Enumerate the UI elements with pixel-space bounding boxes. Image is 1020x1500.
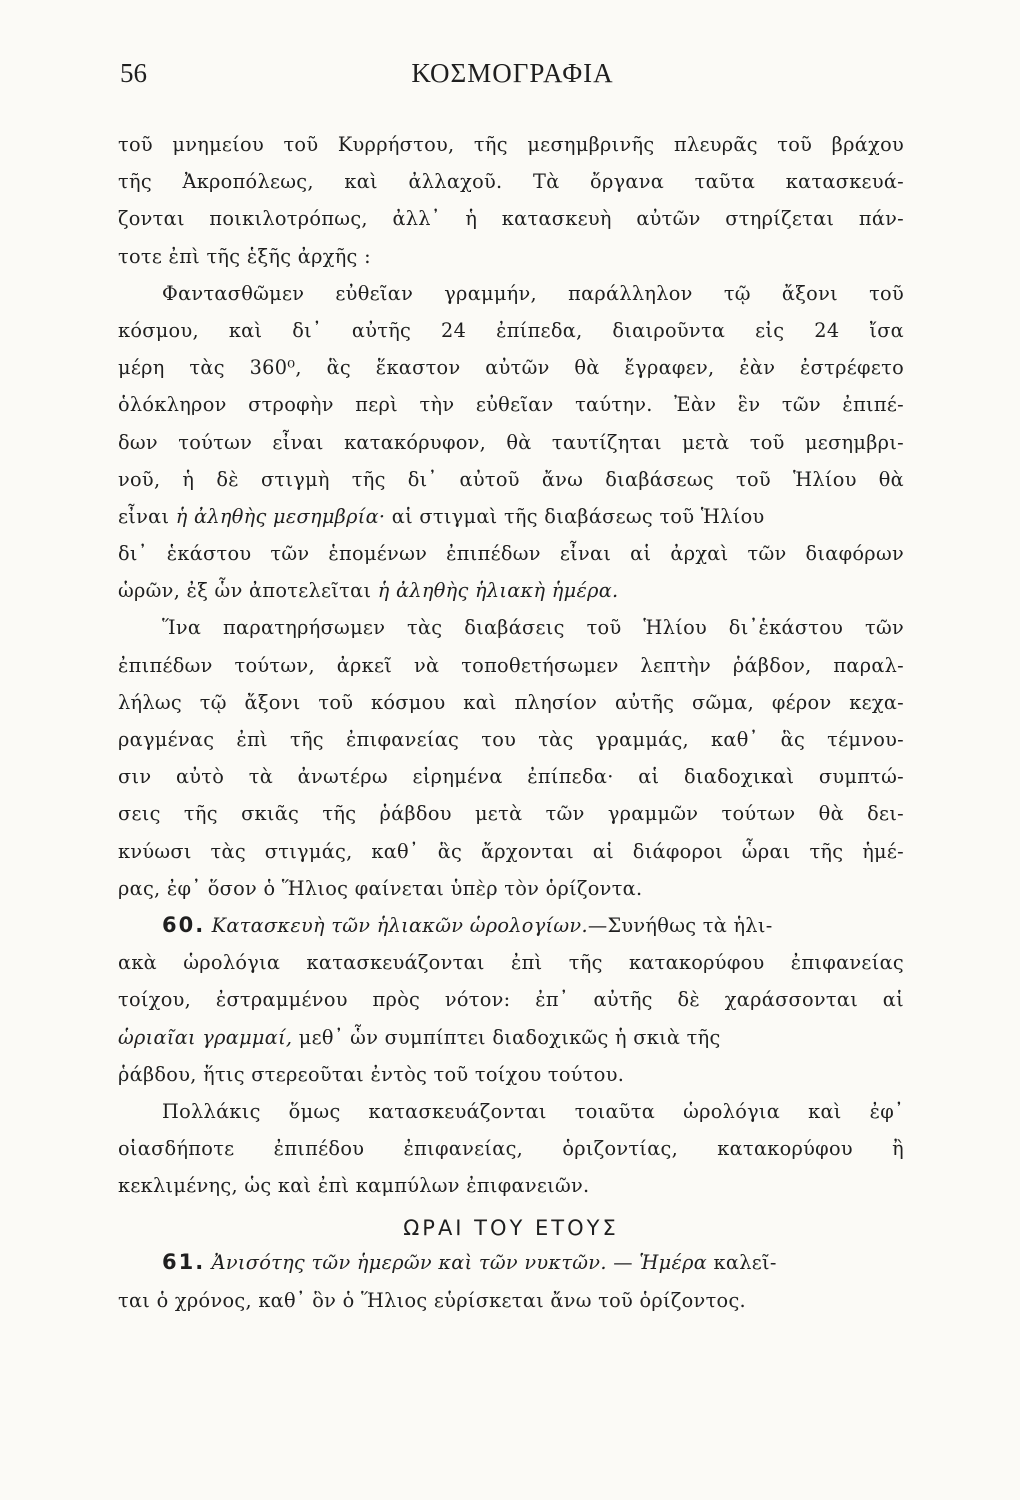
- italic-term: Ἡμέρα: [639, 1251, 708, 1275]
- running-title: ΚΟΣΜΟΓΡΑΦΙΑ: [411, 58, 614, 88]
- text-line: μέρη τὰς 360⁰, ἃς ἕκαστον αὐτῶν θὰ ἔγραφεν, ἐὰν ἐστρέφετο: [118, 356, 904, 380]
- text-run: μεθ᾽ ὧν συμπίπτει διαδοχικῶς ἡ σκιὰ τῆς: [292, 1025, 721, 1049]
- paragraph-principle: [118, 275, 904, 610]
- text-line: ραγμένας ἐπὶ τῆς ἐπιφανείας του τὰς γραμμάς, καθ᾽ ἃς τέμνου-: [118, 728, 904, 751]
- section-61: [118, 1244, 904, 1318]
- text-run: —: [606, 1251, 640, 1275]
- italic-term: ἡ ἀληθὴς μεσημβρία·: [175, 504, 386, 528]
- text-run: —Συνήθως τὰ ἡλι-: [587, 913, 773, 937]
- italic-term: ἡ ἀληθὴς ἡλιακὴ ἡμέρα.: [377, 579, 619, 603]
- text-run: αἱ στιγμαὶ τῆς διαβάσεως τοῦ Ἡλίου: [385, 504, 765, 528]
- text-run: εἶναι: [118, 504, 176, 528]
- text-line: κόσμου, καὶ δι᾽ αὐτῆς 24 ἐπίπεδα, διαιροῦντα εἰς 24 ἴσα: [118, 318, 904, 342]
- text-line: [118, 1244, 904, 1281]
- paragraph-observation: [118, 609, 904, 907]
- text-line: τοτε ἐπὶ τῆς ἑξῆς ἀρχῆς :: [118, 244, 371, 268]
- text-line: [118, 1019, 904, 1056]
- text-line: ῥάβδου, ἥτις στερεοῦται ἐντὸς τοῦ τοίχου τούτου.: [118, 1062, 625, 1086]
- section-number: 61.: [162, 1250, 206, 1275]
- section-heading: ΩΡΑΙ ΤΟΥ ΕΤΟΥΣ: [403, 1216, 619, 1241]
- text-line: κνύωσι τὰς στιγμάς, καθ᾽ ἃς ἄρχονται αἱ διάφοροι ὧραι τῆς ἡμέ-: [118, 839, 904, 863]
- text-line: [118, 498, 904, 535]
- text-line: δων τούτων εἶναι κατακόρυφον, θὰ ταυτίζηται μετὰ τοῦ μεσημβρι-: [118, 430, 904, 454]
- text-line: κεκλιμένης, ὡς καὶ ἐπὶ καμπύλων ἐπιφανειῶν.: [118, 1174, 590, 1198]
- text-line: Φαντασθῶμεν εὐθεῖαν γραμμήν, παράλληλον τῷ ἄξονι τοῦ: [162, 281, 904, 305]
- section-title: Ἀνισότης τῶν ἡμερῶν καὶ τῶν νυκτῶν.: [211, 1251, 607, 1275]
- text-line: [118, 572, 904, 609]
- body-text: [118, 126, 904, 1319]
- text-line: λήλως τῷ ἄξονι τοῦ κόσμου καὶ πλησίον αὐτῆς σῶμα, φέρον κεχα-: [118, 690, 904, 714]
- section-title: Κατασκευὴ τῶν ἡλιακῶν ὡρολογίων.: [211, 913, 588, 937]
- text-line: δι᾽ ἑκάστου τῶν ἑπομένων ἐπιπέδων εἶναι αἱ ἀρχαὶ τῶν διαφόρων: [118, 542, 904, 566]
- text-line: τοίχου, ἐστραμμένου πρὸς νότον: ἐπ᾽ αὐτῆς δὲ χαράσσονται αἱ: [118, 988, 904, 1012]
- text-line: ται ὁ χρόνος, καθ᾽ ὃν ὁ Ἥλιος εὑρίσκεται ἄνω τοῦ ὁρίζοντος.: [118, 1288, 746, 1312]
- paragraph-continued: [118, 126, 904, 275]
- text-line: τῆς Ἀκροπόλεως, καὶ ἀλλαχοῦ. Τὰ ὄργανα ταῦτα κατασκευά-: [118, 170, 904, 194]
- text-line: ρας, ἐφ᾽ ὅσον ὁ Ἥλιος φαίνεται ὑπὲρ τὸν ὁρίζοντα.: [118, 876, 643, 900]
- text-line: σιν αὐτὸ τὰ ἀνωτέρω εἰρημένα ἐπίπεδα· αἱ διαδοχικαὶ συμπτώ-: [118, 765, 904, 789]
- text-line: ἐπιπέδων τούτων, ἀρκεῖ νὰ τοποθετήσωμεν λεπτὴν ῥάβδον, παραλ-: [118, 653, 904, 677]
- text-run: καλεῖ-: [707, 1251, 777, 1275]
- text-line: ὁλόκληρον στροφὴν περὶ τὴν εὐθεῖαν ταύτην. Ἐὰν ἓν τῶν ἐπιπέ-: [118, 393, 904, 417]
- page-number: 56: [120, 58, 147, 88]
- italic-term: ὡριαῖαι γραμμαί,: [118, 1025, 293, 1049]
- running-header: [120, 58, 905, 98]
- text-line: ακὰ ὡρολόγια κατασκευάζονται ἐπὶ τῆς κατακορύφου ἐπιφανείας: [118, 951, 904, 975]
- text-line: νοῦ, ἡ δὲ στιγμὴ τῆς δι᾽ αὐτοῦ ἄνω διαβάσεως τοῦ Ἡλίου θὰ: [118, 467, 904, 491]
- text-line: οἱασδήποτε ἐπιπέδου ἐπιφανείας, ὁριζοντίας, κατακορύφου ἢ: [118, 1137, 904, 1161]
- section-number: 60.: [162, 912, 206, 937]
- text-line: τοῦ μνημείου τοῦ Κυρρήστου, τῆς μεσημβρινῆς πλευρᾶς τοῦ βράχου: [118, 133, 904, 156]
- section-60: [118, 907, 904, 1205]
- text-line: ζονται ποικιλοτρόπως, ἀλλ᾽ ἡ κατασκευὴ αὐτῶν στηρίζεται πάν-: [118, 207, 904, 231]
- text-line: Πολλάκις ὅμως κατασκευάζονται τοιαῦτα ὡρολόγια καὶ ἐφ᾽: [162, 1099, 904, 1123]
- text-line: Ἵνα παρατηρήσωμεν τὰς διαβάσεις τοῦ Ἡλίου δι᾽ἑκάστου τῶν: [162, 616, 904, 640]
- text-line: σεις τῆς σκιᾶς τῆς ῥάβδου μετὰ τῶν γραμμῶν τούτων θὰ δει-: [118, 802, 904, 826]
- text-line: [118, 907, 904, 944]
- text-run: ὡρῶν, ἐξ ὧν ἀποτελεῖται: [118, 579, 378, 603]
